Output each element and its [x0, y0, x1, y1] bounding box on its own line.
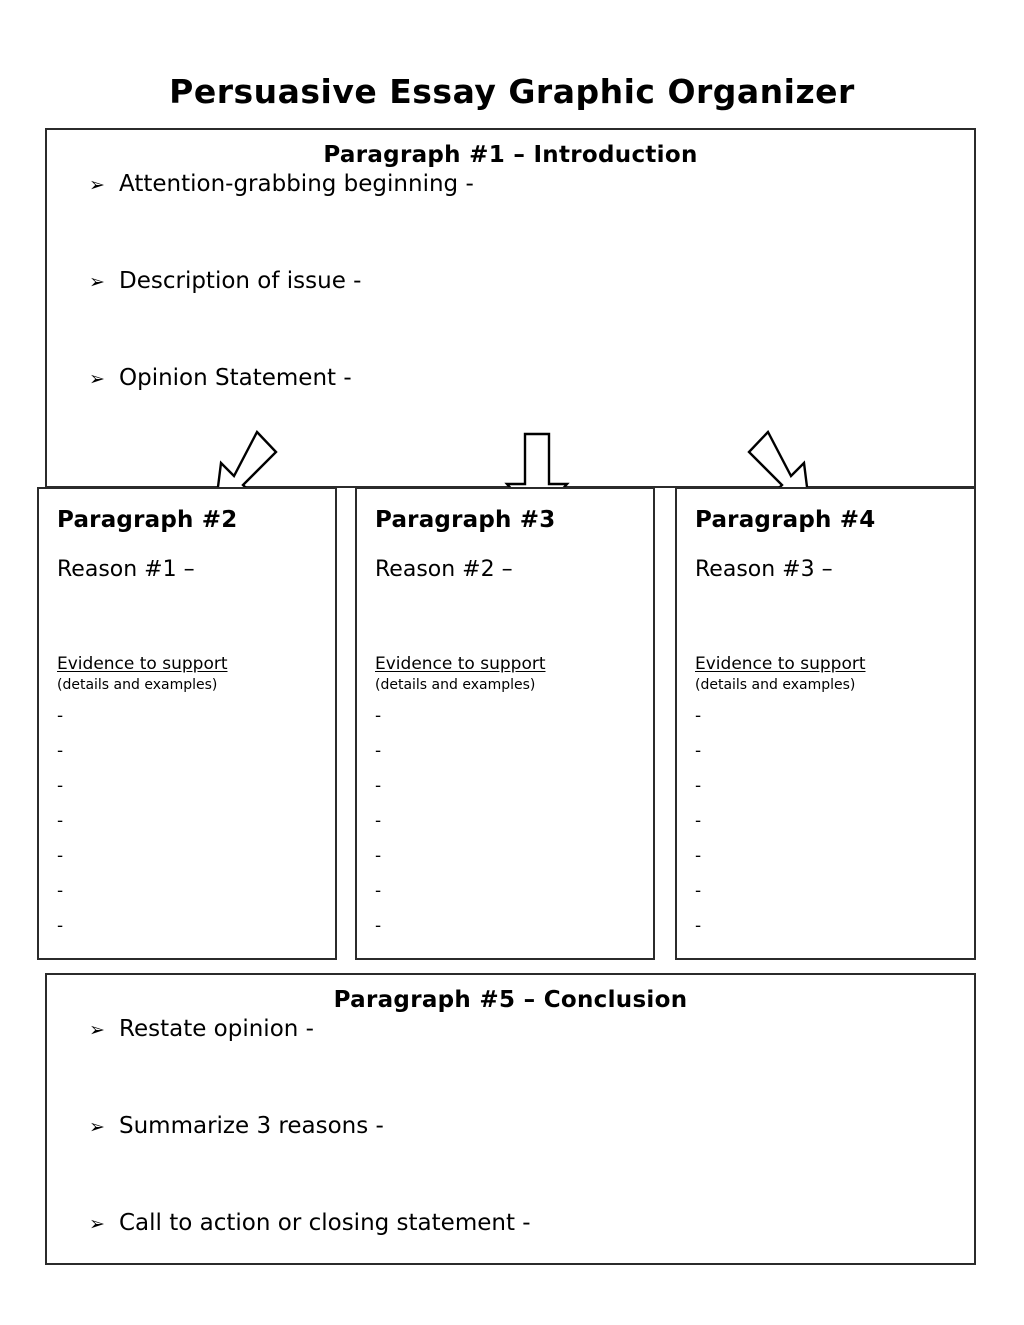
evidence-line: - [375, 846, 382, 866]
paragraph-2-reason-label: Reason #1 – [57, 557, 195, 582]
list-item-label: Summarize 3 reasons - [119, 1113, 384, 1139]
evidence-line: - [57, 706, 64, 726]
list-item-label: Description of issue - [119, 268, 362, 294]
evidence-line: - [57, 811, 64, 831]
evidence-line: - [695, 776, 702, 796]
paragraph-2-section [37, 487, 337, 960]
arrowhead-bullet-icon: ➢ [89, 1116, 105, 1138]
paragraph-2-evidence-subtext: (details and examples) [57, 677, 218, 693]
paragraph-4-evidence-lines [695, 699, 815, 944]
evidence-line: - [57, 776, 64, 796]
evidence-line: - [695, 706, 702, 726]
arrowhead-bullet-icon: ➢ [89, 271, 105, 293]
arrowhead-bullet-icon: ➢ [89, 368, 105, 390]
evidence-line: - [695, 916, 702, 936]
paragraph-2-title: Paragraph #2 [57, 507, 238, 533]
paragraph-2-evidence-label: Evidence to support [57, 654, 228, 674]
paragraph-2-evidence-lines [57, 699, 177, 944]
paragraph-4-section [675, 487, 976, 960]
list-item [89, 1017, 954, 1114]
conclusion-heading: Paragraph #5 – Conclusion [333, 987, 688, 1013]
evidence-line: - [57, 846, 64, 866]
conclusion-section [45, 973, 976, 1265]
evidence-line: - [695, 741, 702, 761]
evidence-line: - [695, 811, 702, 831]
paragraph-3-section [355, 487, 655, 960]
evidence-line: - [375, 776, 382, 796]
paragraph-3-title: Paragraph #3 [375, 507, 556, 533]
paragraph-3-evidence-subtext: (details and examples) [375, 677, 536, 693]
list-item-label: Call to action or closing statement - [119, 1210, 531, 1236]
paragraph-4-evidence-label: Evidence to support [695, 654, 866, 674]
page-title: Persuasive Essay Graphic Organizer [169, 72, 855, 111]
conclusion-bullet-list [89, 1017, 954, 1308]
list-item-label: Restate opinion - [119, 1016, 314, 1042]
evidence-line: - [57, 916, 64, 936]
list-item [89, 172, 954, 269]
paragraph-4-evidence-subtext: (details and examples) [695, 677, 856, 693]
list-item [89, 1114, 954, 1211]
arrowhead-bullet-icon: ➢ [89, 1019, 105, 1041]
evidence-line: - [695, 846, 702, 866]
arrowhead-bullet-icon: ➢ [89, 174, 105, 196]
evidence-line: - [695, 881, 702, 901]
evidence-line: - [375, 741, 382, 761]
list-item-label: Attention-grabbing beginning - [119, 171, 474, 197]
list-item-label: Opinion Statement - [119, 365, 352, 391]
evidence-line: - [57, 881, 64, 901]
evidence-line: - [57, 741, 64, 761]
paragraph-4-reason-label: Reason #3 – [695, 557, 833, 582]
arrowhead-bullet-icon: ➢ [89, 1213, 105, 1235]
list-item [89, 269, 954, 366]
introduction-bullet-list [89, 172, 954, 463]
paragraph-4-title: Paragraph #4 [695, 507, 876, 533]
evidence-line: - [375, 881, 382, 901]
paragraph-3-reason-label: Reason #2 – [375, 557, 513, 582]
evidence-line: - [375, 916, 382, 936]
introduction-heading: Paragraph #1 – Introduction [323, 142, 698, 168]
list-item [89, 1211, 954, 1308]
evidence-line: - [375, 811, 382, 831]
evidence-line: - [375, 706, 382, 726]
paragraph-3-evidence-lines [375, 699, 495, 944]
paragraph-3-evidence-label: Evidence to support [375, 654, 546, 674]
